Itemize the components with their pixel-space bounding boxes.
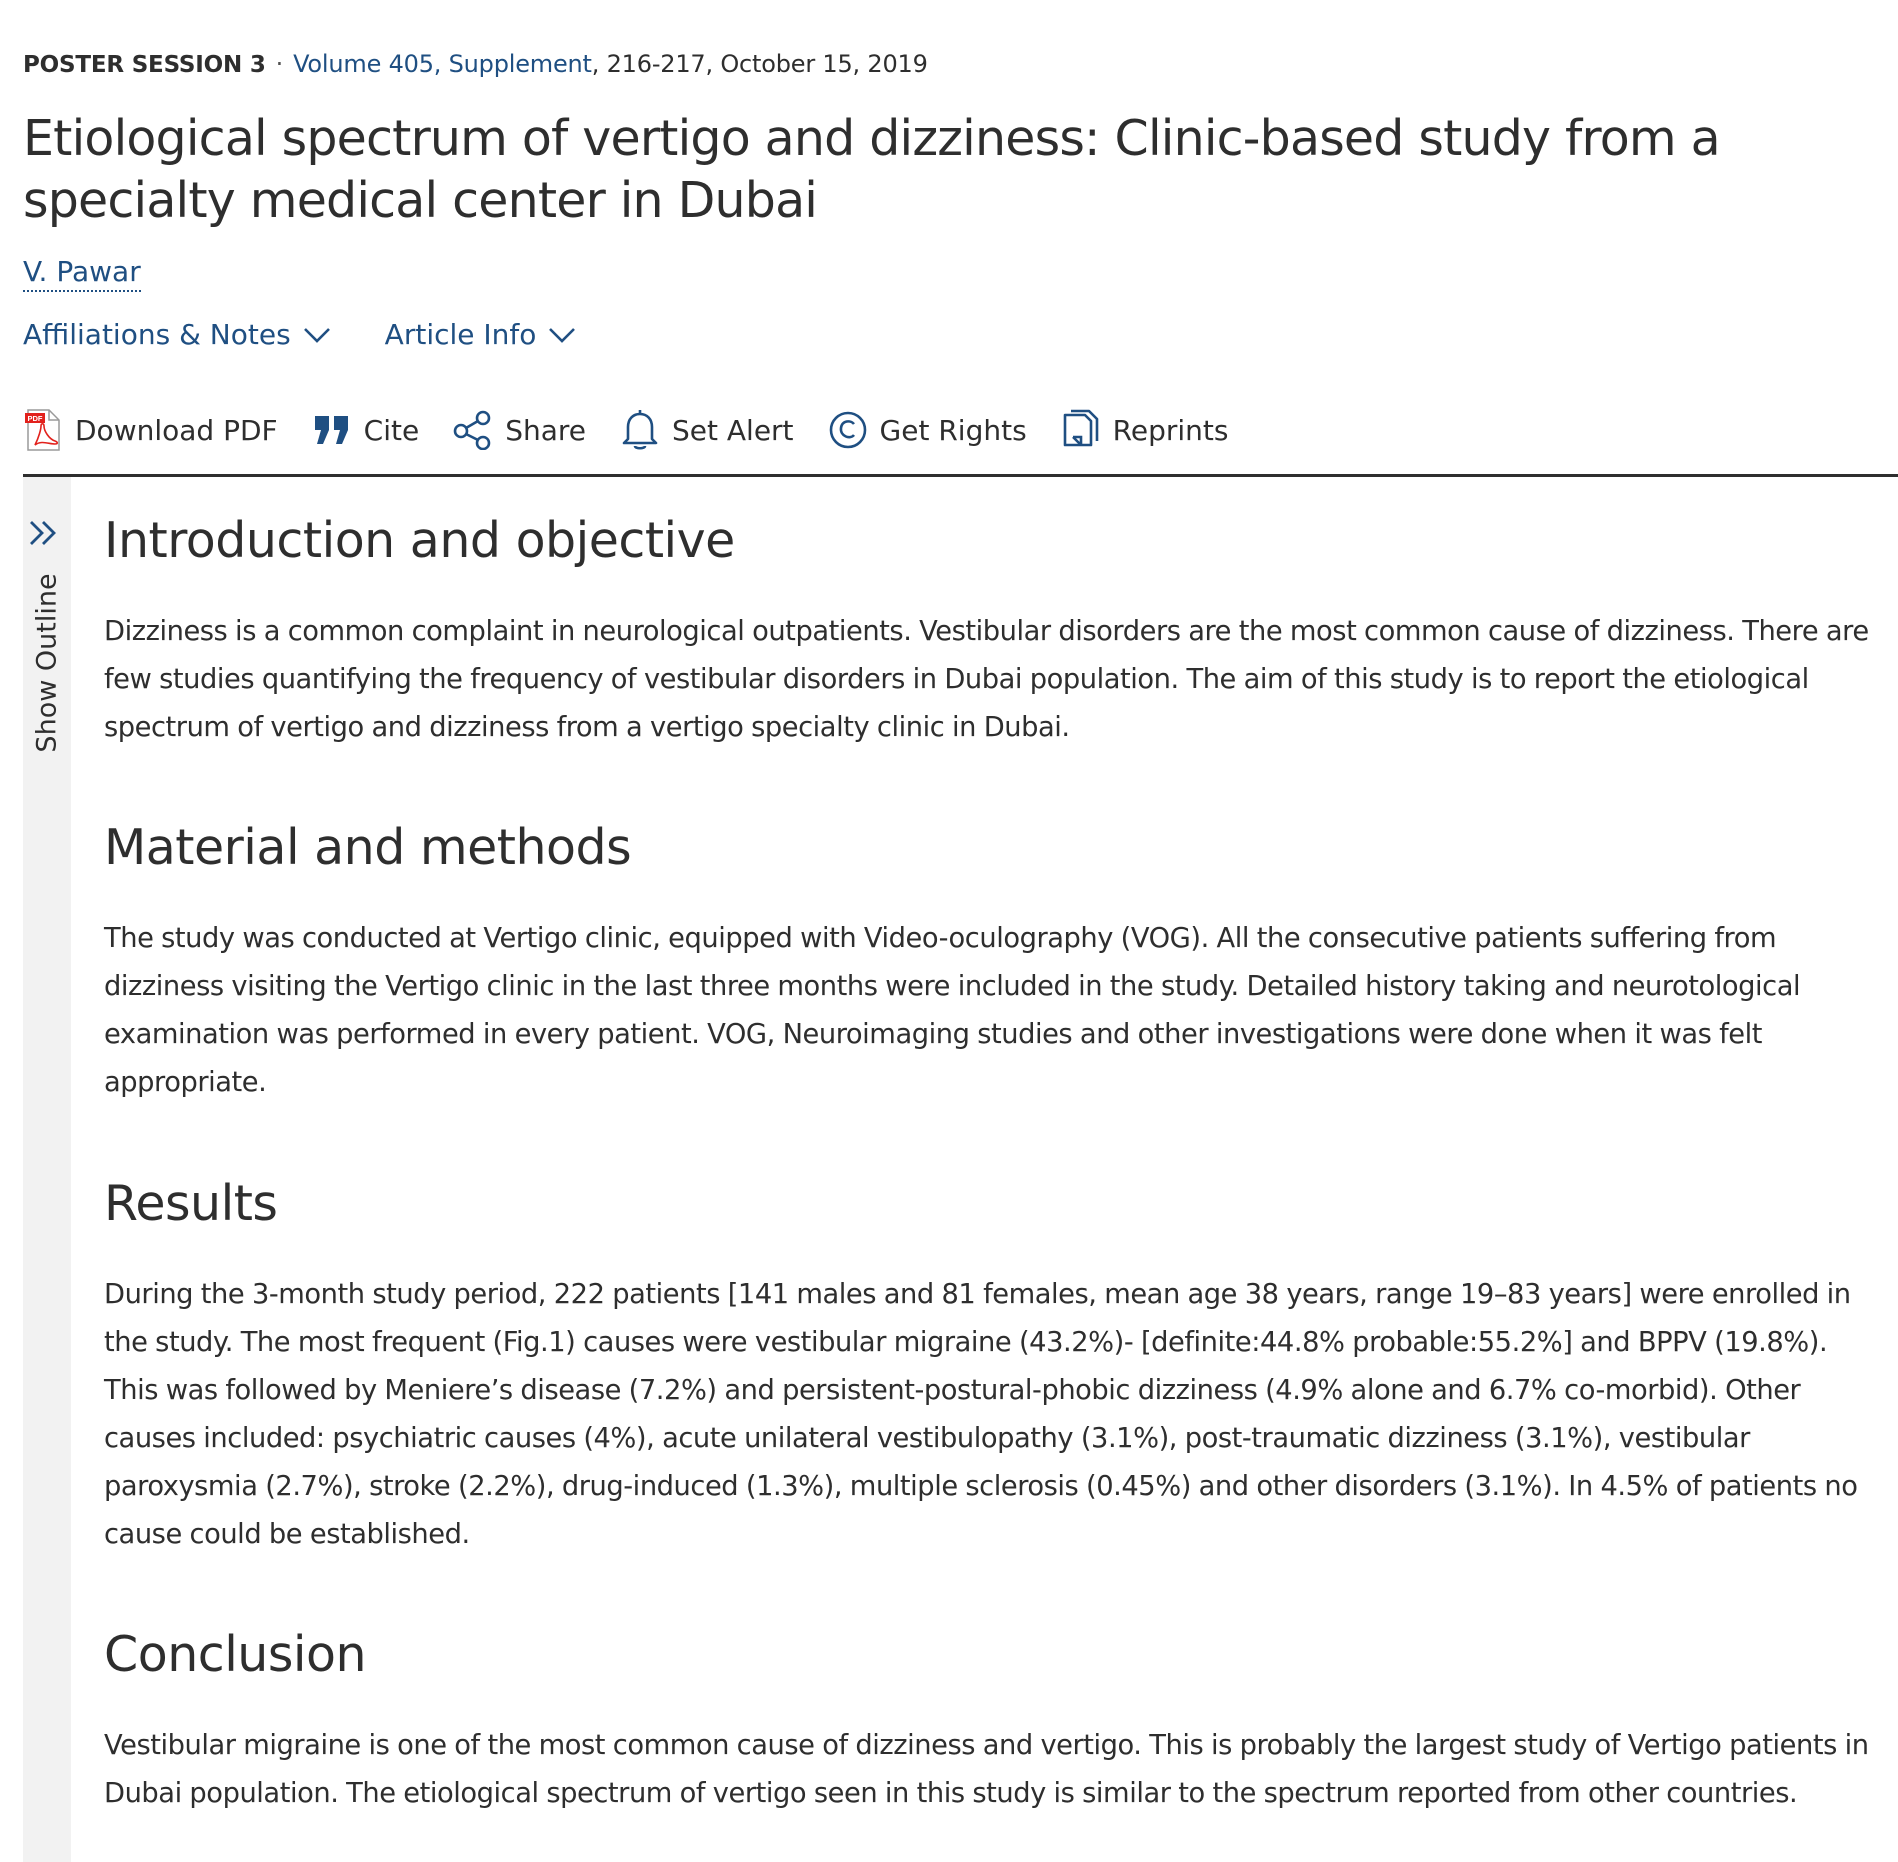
section-title-introduction: Introduction and objective — [104, 512, 735, 569]
copyright-icon — [828, 410, 868, 450]
cite-label: Cite — [363, 413, 420, 447]
bell-icon — [620, 410, 660, 450]
section-body-results: During the 3-month study period, 222 patients [141 males and 81 females, mean age 38 years, range 19–83 years] were enrolled in the study. The most frequent (Fig.1) causes were vestibular migraine (43.2%)- [definite:44.8% probable:55.2%] and BPPV (19.8%). This was followed by Meniere’s disease (7.2%) and persistent-postural-phobic dizziness (4.9% alone and 6.7% co-morbid). Other causes included: psychiatric causes (4%), acute unilateral vestibulopathy (3.1%), post-traumatic dizziness (3.1%), vestibular paroxysmia (2.7%), stroke (2.2%), drug-induced (1.3%), multiple sclerosis (0.45%) and other disorders (3.1%). In 4.5% of patients no cause could be established. — [104, 1279, 1858, 1550]
cite-button[interactable] — [312, 410, 420, 450]
session-label: POSTER SESSION 3 — [23, 52, 266, 78]
pages-date: , 216-217, October 15, 2019 — [591, 50, 928, 78]
affiliations-toggle[interactable] — [23, 318, 331, 351]
set-alert-button[interactable] — [620, 410, 794, 450]
share-icon — [453, 410, 493, 450]
citation-line — [23, 50, 928, 78]
set-alert-label: Set Alert — [672, 413, 794, 447]
article-toolbar — [23, 410, 1262, 450]
download-pdf-label: Download PDF — [75, 413, 278, 447]
section-body-methods: The study was conducted at Vertigo clinic, equipped with Video-oculography (VOG). All the consecutive patients suffering from dizziness visiting the Vertigo clinic in the last three months were included in the study. Detailed history taking and neurotological examination was performed in every patient. VOG, Neuroimaging studies and other investigations were done when it was felt appropriate. — [104, 923, 1801, 1098]
section-body-conclusion: Vestibular migraine is one of the most common cause of dizziness and vertigo. This is probably the largest study of Vertigo patients in Dubai population. The etiological spectrum of vertigo seen in this study is similar to the spectrum reported from other countries. — [104, 1730, 1869, 1809]
section-body-introduction: Dizziness is a common complaint in neurological outpatients. Vestibular disorders are the most common cause of dizziness. There are few studies quantifying the frequency of vestibular disorders in Dubai population. The aim of this study is to report the etiological spectrum of vertigo and dizziness from a vertigo specialty clinic in Dubai. — [104, 616, 1869, 743]
article-info-label: Article Info — [384, 318, 537, 351]
reprints-label: Reprints — [1112, 413, 1229, 447]
section-title-conclusion: Conclusion — [104, 1626, 367, 1683]
chevron-down-icon — [303, 325, 331, 345]
section-title-results: Results — [104, 1175, 278, 1232]
article-info-toggle[interactable] — [385, 318, 577, 351]
download-pdf-button[interactable] — [23, 410, 278, 450]
show-outline-label[interactable]: Show Outline — [31, 573, 63, 753]
get-rights-button[interactable] — [828, 410, 1027, 450]
volume-link[interactable]: Volume 405, Supplement — [293, 50, 592, 78]
section-title-methods: Material and methods — [104, 819, 632, 876]
quote-icon — [312, 410, 352, 450]
share-button[interactable] — [453, 410, 586, 450]
reprints-icon — [1061, 410, 1101, 450]
author-link[interactable]: V. Pawar — [23, 255, 141, 292]
double-chevron-right-icon[interactable] — [28, 520, 60, 546]
share-label: Share — [505, 413, 586, 447]
affiliations-label: Affiliations & Notes — [23, 318, 291, 351]
chevron-down-icon — [548, 325, 576, 345]
separator-dot: · — [275, 50, 284, 78]
svg-text:PDF: PDF — [27, 414, 43, 423]
article-title: Etiological spectrum of vertigo and dizziness: Clinic-based study from a specialty medical center in Dubai — [23, 110, 1720, 229]
get-rights-label: Get Rights — [879, 413, 1027, 447]
pdf-icon — [23, 410, 63, 450]
info-toggles — [23, 318, 576, 351]
toolbar-divider — [23, 474, 1898, 477]
reprints-button[interactable] — [1061, 410, 1229, 450]
